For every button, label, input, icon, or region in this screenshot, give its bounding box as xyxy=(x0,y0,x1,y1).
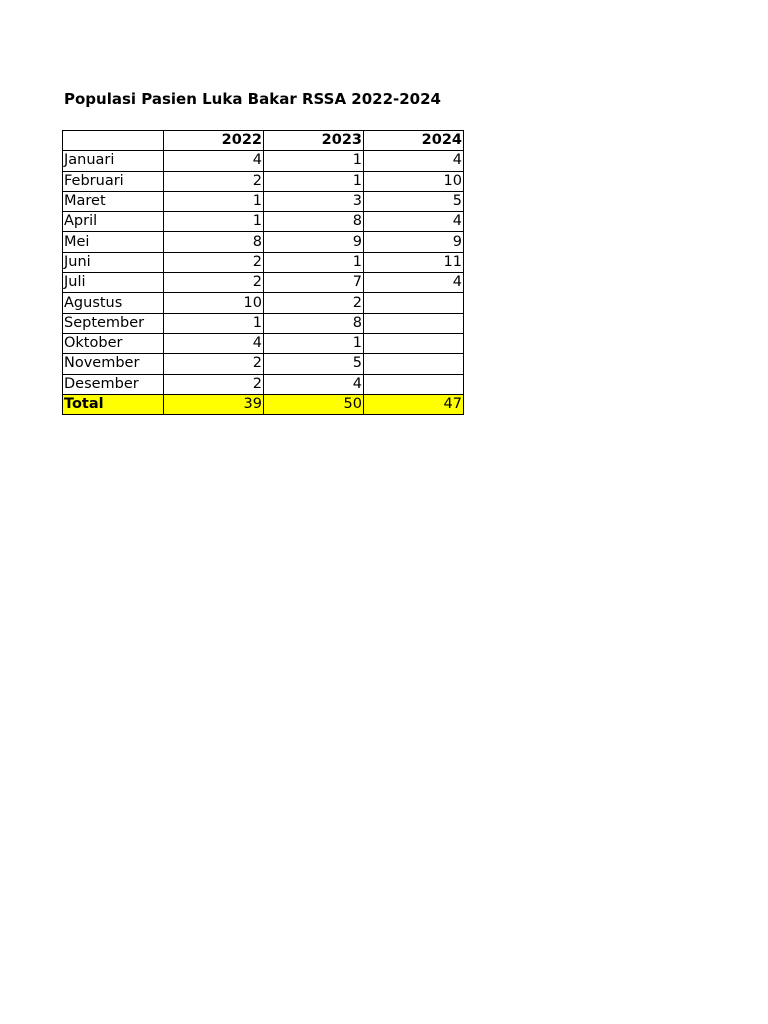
table-row xyxy=(63,252,464,272)
value-cell[interactable]: 4 xyxy=(164,151,264,171)
value-cell[interactable] xyxy=(364,313,464,333)
header-cell-year[interactable]: 2023 xyxy=(264,131,364,151)
table-row xyxy=(63,374,464,394)
value-cell[interactable]: 11 xyxy=(364,252,464,272)
value-cell[interactable]: 9 xyxy=(264,232,364,252)
value-cell[interactable] xyxy=(364,374,464,394)
header-cell-year[interactable]: 2022 xyxy=(164,131,264,151)
value-cell[interactable]: 2 xyxy=(164,374,264,394)
value-cell[interactable]: 8 xyxy=(264,313,364,333)
month-cell[interactable]: Agustus xyxy=(63,293,164,313)
value-cell[interactable]: 1 xyxy=(264,171,364,191)
data-table xyxy=(62,130,464,415)
value-cell[interactable]: 1 xyxy=(164,191,264,211)
total-value-cell[interactable]: 39 xyxy=(164,394,264,414)
value-cell[interactable]: 4 xyxy=(164,333,264,353)
value-cell[interactable]: 2 xyxy=(164,354,264,374)
header-cell-year[interactable]: 2024 xyxy=(364,131,464,151)
value-cell[interactable]: 1 xyxy=(264,252,364,272)
value-cell[interactable]: 4 xyxy=(264,374,364,394)
value-cell[interactable]: 1 xyxy=(164,212,264,232)
value-cell[interactable]: 9 xyxy=(364,232,464,252)
month-cell[interactable]: Oktober xyxy=(63,333,164,353)
month-cell[interactable]: Januari xyxy=(63,151,164,171)
table-row xyxy=(63,171,464,191)
header-cell-corner[interactable] xyxy=(63,131,164,151)
month-cell[interactable]: Februari xyxy=(63,171,164,191)
value-cell[interactable]: 1 xyxy=(264,151,364,171)
total-label-cell[interactable]: Total xyxy=(63,394,164,414)
value-cell[interactable] xyxy=(364,333,464,353)
table-row xyxy=(63,232,464,252)
value-cell[interactable]: 4 xyxy=(364,273,464,293)
value-cell[interactable]: 2 xyxy=(164,171,264,191)
table-row xyxy=(63,273,464,293)
value-cell[interactable]: 4 xyxy=(364,212,464,232)
value-cell[interactable]: 5 xyxy=(264,354,364,374)
total-value-cell[interactable]: 50 xyxy=(264,394,364,414)
table-row xyxy=(63,212,464,232)
table-row xyxy=(63,354,464,374)
month-cell[interactable]: Juli xyxy=(63,273,164,293)
value-cell[interactable]: 7 xyxy=(264,273,364,293)
table-row xyxy=(63,293,464,313)
value-cell[interactable]: 8 xyxy=(264,212,364,232)
month-cell[interactable]: Mei xyxy=(63,232,164,252)
value-cell[interactable]: 5 xyxy=(364,191,464,211)
total-value-cell[interactable]: 47 xyxy=(364,394,464,414)
month-cell[interactable]: November xyxy=(63,354,164,374)
table-row xyxy=(63,191,464,211)
value-cell[interactable]: 1 xyxy=(164,313,264,333)
total-row xyxy=(63,394,464,414)
table-row xyxy=(63,151,464,171)
table-row xyxy=(63,333,464,353)
value-cell[interactable]: 4 xyxy=(364,151,464,171)
value-cell[interactable]: 1 xyxy=(264,333,364,353)
month-cell[interactable]: Juni xyxy=(63,252,164,272)
value-cell[interactable] xyxy=(364,293,464,313)
value-cell[interactable]: 10 xyxy=(164,293,264,313)
page-title: Populasi Pasien Luka Bakar RSSA 2022-2024 xyxy=(64,90,441,108)
value-cell[interactable]: 2 xyxy=(164,273,264,293)
month-cell[interactable]: Desember xyxy=(63,374,164,394)
value-cell[interactable]: 10 xyxy=(364,171,464,191)
table-row xyxy=(63,313,464,333)
header-row xyxy=(63,131,464,151)
month-cell[interactable]: Maret xyxy=(63,191,164,211)
value-cell[interactable]: 2 xyxy=(164,252,264,272)
value-cell[interactable]: 3 xyxy=(264,191,364,211)
value-cell[interactable] xyxy=(364,354,464,374)
month-cell[interactable]: September xyxy=(63,313,164,333)
value-cell[interactable]: 2 xyxy=(264,293,364,313)
value-cell[interactable]: 8 xyxy=(164,232,264,252)
month-cell[interactable]: April xyxy=(63,212,164,232)
